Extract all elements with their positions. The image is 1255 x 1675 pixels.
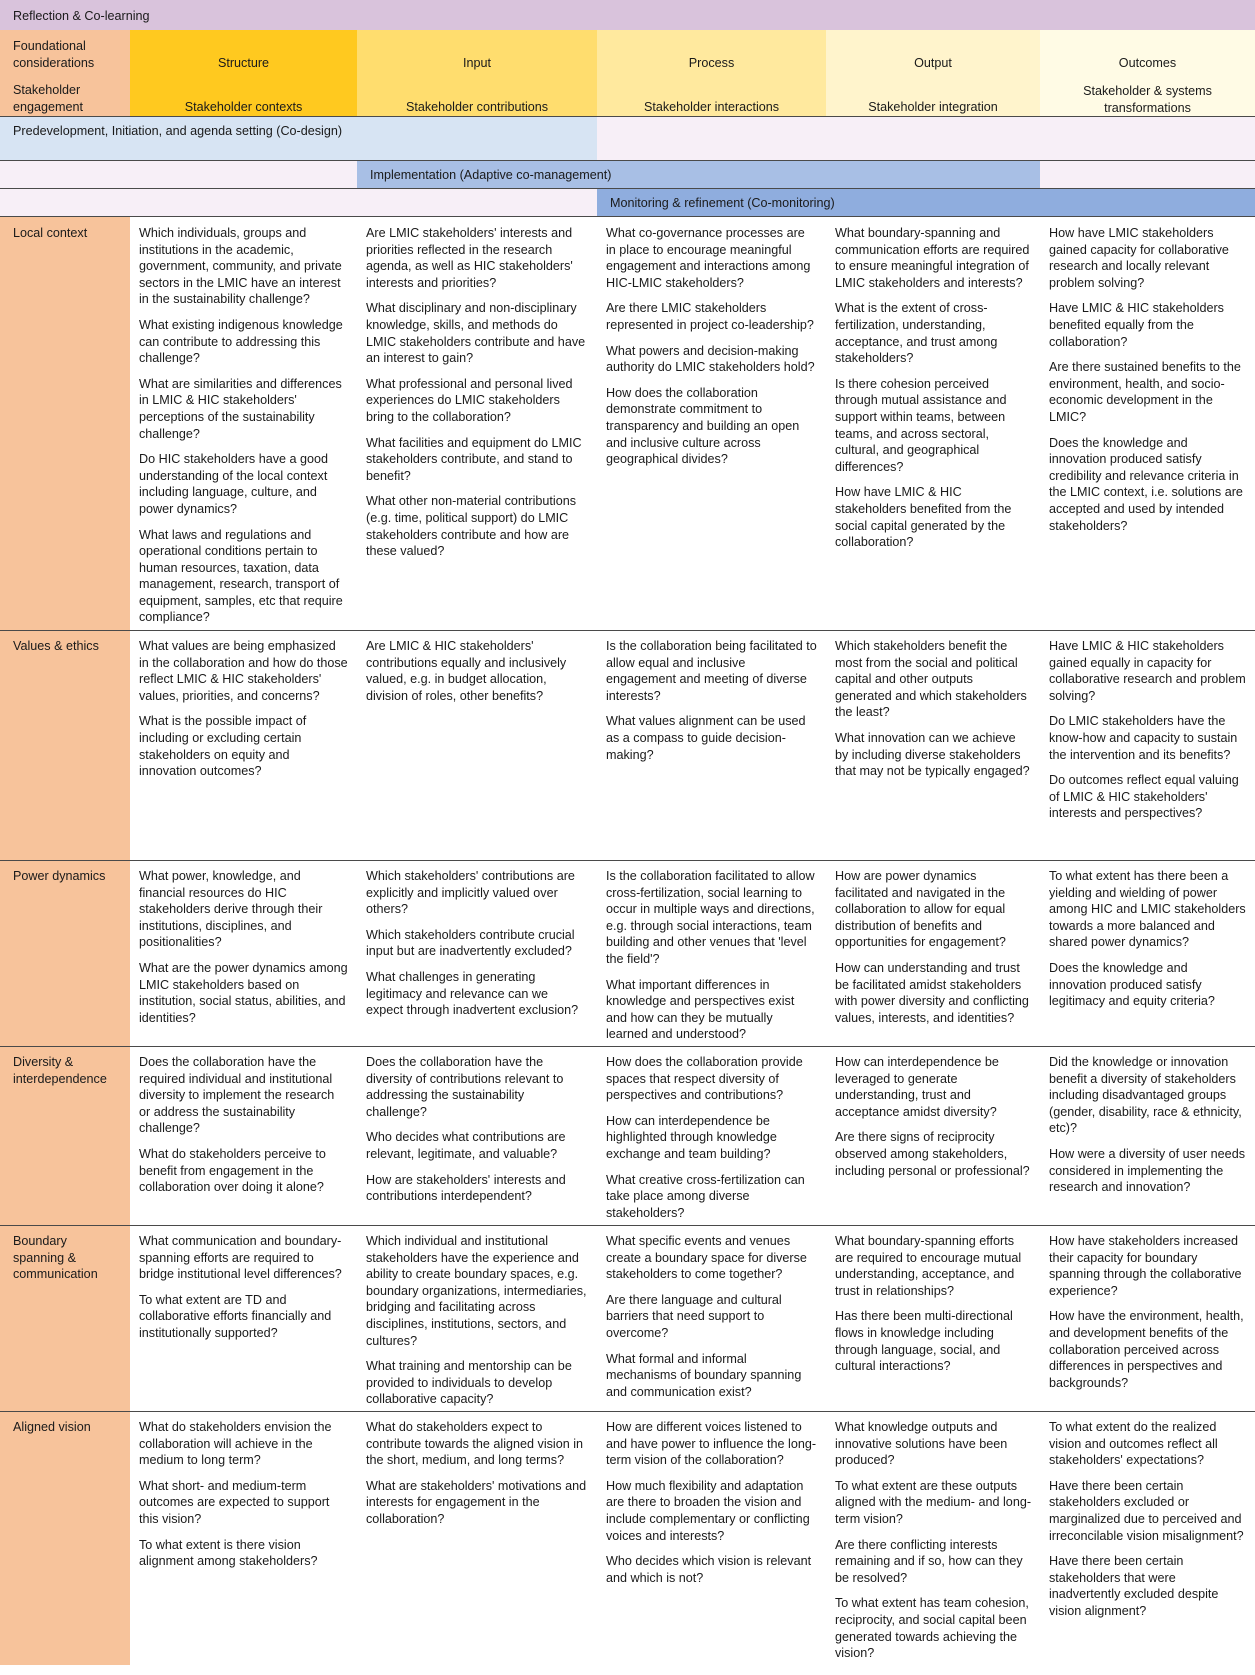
header-output-focus: Stakeholder integration — [868, 100, 998, 114]
question: Does the knowledge and innovation produced satisfy credibility and relevance criteria in the LMIC context, i.e. solutions are accepted and used by intended stakeholders? — [1049, 435, 1243, 533]
question: Did the knowledge or innovation benefit a diversity of stakeholders including disadvantaged groups (gender, disability, race & ethnicity, etc)? — [1049, 1055, 1242, 1136]
cell-boundary-spanning-and-communication-structure — [130, 1229, 357, 1355]
cell-local-context-process — [597, 221, 826, 481]
row-divider — [0, 630, 1255, 631]
cell-local-context-structure — [130, 221, 357, 639]
cell-diversity-and-interdependence-output — [826, 1050, 1040, 1192]
question: How can interdependence be highlighted through knowledge exchange and team building? — [606, 1113, 777, 1161]
cell-aligned-vision-input — [357, 1415, 597, 1541]
question: How have the environment, health, and development benefits of the collaboration perceived across differences in perspectives and backgrounds? — [1049, 1309, 1244, 1390]
question: What do stakeholders perceive to benefit from engagement in the collaboration over doing it alone? — [139, 1146, 326, 1195]
row-label-values-and-ethics: Values & ethics — [13, 639, 99, 653]
question: How can understanding and trust be facilitated amidst stakeholders with power diversity and conflicting values, interests, and identities? — [835, 960, 1029, 1025]
question: Which individuals, groups and institutions in the academic, government, community, and private sectors in the LMIC have an interest in the sustainability challenge? — [139, 226, 342, 307]
question: To what extent has team cohesion, reciprocity, and social capital been generated towards achieving the vision? — [835, 1596, 1029, 1661]
header-outcomes-focus: Stakeholder & systems transformations — [1083, 84, 1212, 115]
question: Which stakeholders' contributions are explicitly and implicitly valued over others? — [366, 869, 575, 917]
question: Who decides what contributions are relevant, legitimate, and valuable? — [366, 1130, 566, 1161]
divider — [0, 216, 1255, 217]
question: What is the extent of cross-fertilization, understanding, acceptance, and trust among stakeholders? — [835, 301, 998, 366]
question: Have there been certain stakeholders that were inadvertently excluded despite vision alignment? — [1049, 1554, 1219, 1618]
question: What existing indigenous knowledge can contribute to addressing this challenge? — [139, 317, 343, 366]
cell-diversity-and-interdependence-structure — [130, 1050, 357, 1209]
cell-values-and-ethics-input — [357, 634, 597, 717]
question: What do stakeholders expect to contribute towards the aligned vision in the short, medium, and long terms? — [366, 1420, 584, 1468]
cell-values-and-ethics-structure — [130, 634, 357, 793]
question: What are stakeholders' motivations and interests for engagement in the collaboration? — [366, 1478, 587, 1526]
banner-label: Reflection & Co-learning — [13, 9, 150, 23]
cell-aligned-vision-structure — [130, 1415, 357, 1583]
question: What co-governance processes are in place to encourage meaningful engagement and interactions among HIC-LMIC stakeholders? — [606, 226, 811, 290]
question: To what extent do the realized vision and outcomes reflect all stakeholders' expectations? — [1049, 1420, 1218, 1468]
row-label-power-dynamics: Power dynamics — [13, 869, 106, 883]
question: What do stakeholders envision the collaboration will achieve in the medium to long term? — [139, 1420, 332, 1468]
question: What specific events and venues create a boundary space for diverse stakeholders to come together? — [606, 1234, 807, 1282]
cell-power-dynamics-outcomes — [1040, 864, 1255, 1023]
question: What power, knowledge, and financial resources do HIC stakeholders derive through their institutions, disciplines, and positionalities? — [139, 869, 323, 950]
question: Does the collaboration have the required individual and institutional diversity to implement the research or address the sustainability challenge? — [139, 1055, 335, 1136]
cell-boundary-spanning-and-communication-process — [597, 1229, 826, 1413]
question: How have LMIC & HIC stakeholders benefited from the social capital generated by the collaboration? — [835, 485, 1012, 550]
question: What laws and regulations and operational conditions pertain to human resources, taxation, data management, research, transport of equipment, samples, etc that require compliance? — [139, 527, 343, 625]
question: Is there cohesion perceived through mutual assistance and support within teams, between teams, and across sectoral, cultural, and geographical differences? — [835, 376, 1007, 474]
question: Are there language and cultural barriers that need support to overcome? — [606, 1292, 782, 1340]
question: What are the power dynamics among LMIC stakeholders based on institution, social status, abilities, and identities? — [139, 960, 348, 1025]
header-structure-phase: Structure — [217, 56, 270, 70]
question: Is the collaboration facilitated to allow cross-fertilization, social learning to occur in multiple ways and directions, e.g. through social interactions, team building and other venues that 'level the field'? — [606, 869, 815, 966]
cell-diversity-and-interdependence-input — [357, 1050, 597, 1218]
question: How have LMIC stakeholders gained capacity for collaborative research and locally relevant problem solving? — [1049, 226, 1229, 290]
question: What short- and medium-term outcomes are expected to support this vision? — [139, 1478, 330, 1526]
question: Do HIC stakeholders have a good understanding of the local context including language, culture, and power dynamics? — [139, 452, 329, 516]
question: To what extent are these outputs aligned with the medium- and long-term vision? — [835, 1478, 1032, 1526]
cell-boundary-spanning-and-communication-output — [826, 1229, 1040, 1388]
question: Do outcomes reflect equal valuing of LMIC & HIC stakeholders' interests and perspectives? — [1049, 773, 1239, 821]
banner-reflection-co-learning — [0, 0, 1255, 30]
question: What communication and boundary-spanning efforts are required to bridge institutional level differences? — [139, 1234, 342, 1282]
question: To what extent are TD and collaborative efforts financially and institutionally supported? — [139, 1292, 332, 1340]
question: How were a diversity of user needs considered in implementing the research and innovation? — [1049, 1146, 1245, 1195]
question: What training and mentorship can be provided to individuals to develop collaborative capacity? — [366, 1359, 572, 1407]
header-structure-focus: Stakeholder contexts — [184, 100, 303, 114]
question: How are power dynamics facilitated and navigated in the collaboration to allow for equal distribution of benefits and opportunities for engagement? — [835, 869, 1006, 950]
cell-power-dynamics-input — [357, 864, 597, 1032]
question: What values are being emphasized in the collaboration and how do those reflect LMIC & HIC stakeholders' values, priorities, and concerns? — [139, 639, 348, 703]
question: What disciplinary and non-disciplinary knowledge, skills, and methods do LMIC stakeholders contribute and have an interest to gain? — [366, 301, 586, 366]
question: Does the knowledge and innovation produced satisfy legitimacy and equity criteria? — [1049, 960, 1215, 1009]
question: Who decides which vision is relevant and which is not? — [606, 1554, 812, 1585]
question: What important differences in knowledge and perspectives exist and how can they be mutually learned and understood? — [606, 977, 795, 1042]
header-process-focus: Stakeholder interactions — [643, 100, 780, 114]
question: To what extent is there vision alignment among stakeholders? — [139, 1537, 318, 1569]
cell-aligned-vision-outcomes — [1040, 1415, 1255, 1633]
question: What are similarities and differences in LMIC & HIC stakeholders' perceptions of the sustainability challenge? — [139, 376, 342, 441]
row-label-local-context: Local context — [13, 226, 88, 240]
row-label-aligned-vision: Aligned vision — [13, 1420, 91, 1434]
question: Do LMIC stakeholders have the know-how and capacity to sustain the intervention and its benefits? — [1049, 714, 1238, 762]
question: Have there been certain stakeholders excluded or marginalized due to perceived and irreconcilable vision misalignment? — [1049, 1478, 1244, 1543]
cell-local-context-output — [826, 221, 1040, 564]
question: Have LMIC & HIC stakeholders benefited equally from the collaboration? — [1049, 301, 1224, 349]
question: Which stakeholders contribute crucial input but are inadvertently excluded? — [366, 927, 575, 959]
header-outcomes-phase: Outcomes — [1118, 56, 1177, 70]
stakeholder-engagement-label: Stakeholder engagement — [13, 83, 84, 114]
cell-values-and-ethics-outcomes — [1040, 634, 1255, 835]
header-input-focus: Stakeholder contributions — [405, 100, 549, 114]
row-divider — [0, 860, 1255, 861]
question: Has there been multi-directional flows in knowledge including through language, social, and cultural interactions? — [835, 1309, 1013, 1374]
question: Are LMIC & HIC stakeholders' contributions equally and inclusively valued, e.g. in budget allocation, division of roles, other benefits? — [366, 639, 567, 703]
foundational-considerations-label: Foundational considerations — [13, 39, 95, 70]
cell-values-and-ethics-output — [826, 634, 1040, 793]
question: What innovation can we achieve by including diverse stakeholders that may not be typically engaged? — [835, 730, 1030, 779]
question: How can interdependence be leveraged to generate understanding, trust and acceptance amidst diversity? — [835, 1055, 999, 1119]
cell-power-dynamics-structure — [130, 864, 357, 1039]
question: Are there LMIC stakeholders represented in project co-leadership? — [606, 301, 814, 332]
question: How are stakeholders' interests and contributions interdependent? — [366, 1172, 566, 1204]
row-label-diversity-and-interdependence: Diversity & interdependence — [13, 1055, 107, 1086]
cell-power-dynamics-process — [597, 864, 826, 1056]
question: How much flexibility and adaptation are there to broaden the vision and include complementary or conflicting voices and interests? — [606, 1478, 810, 1543]
cell-local-context-outcomes — [1040, 221, 1255, 547]
question: What boundary-spanning efforts are required to encourage mutual understanding, acceptance, and trust in relationships? — [835, 1234, 1022, 1298]
header-process-phase: Process — [688, 56, 735, 70]
cell-diversity-and-interdependence-process — [597, 1050, 826, 1234]
question: How does the collaboration provide spaces that respect diversity of perspectives and contributions? — [606, 1055, 803, 1103]
header-output-phase: Output — [914, 56, 952, 70]
question: What powers and decision-making authority do LMIC stakeholders hold? — [606, 343, 815, 375]
stage-codesign: Predevelopment, Initiation, and agenda setting (Co-design) — [0, 117, 597, 160]
question: Are there conflicting interests remaining and if so, how can they be resolved? — [835, 1537, 1023, 1585]
row-divider — [0, 1411, 1255, 1412]
question: Are there sustained benefits to the environment, health, and socio-economic development in the LMIC? — [1049, 360, 1241, 424]
question: Are there signs of reciprocity observed among stakeholders, including personal or professional? — [835, 1130, 1030, 1178]
question: Have LMIC & HIC stakeholders gained equally in capacity for collaborative research and problem solving? — [1049, 639, 1246, 703]
question: What boundary-spanning and communication efforts are required to ensure meaningful integration of LMIC stakeholders and interests? — [835, 226, 1030, 290]
stage-comonitoring: Monitoring & refinement (Co-monitoring) — [597, 189, 1255, 216]
question: What creative cross-fertilization can take place among diverse stakeholders? — [606, 1172, 805, 1220]
question: What challenges in generating legitimacy and relevance can we expect through inadvertent exclusion? — [366, 969, 579, 1018]
cell-diversity-and-interdependence-outcomes — [1040, 1050, 1255, 1209]
question: How have stakeholders increased their capacity for boundary spanning through the collaborative experience? — [1049, 1234, 1242, 1298]
header-input-phase: Input — [462, 56, 491, 70]
cell-local-context-input — [357, 221, 597, 573]
row-divider — [0, 1225, 1255, 1226]
question: Is the collaboration being facilitated to allow equal and inclusive engagement and meeting of diverse interests? — [606, 639, 817, 703]
stage-comanagement: Implementation (Adaptive co-management) — [357, 161, 1040, 188]
question: Which individual and institutional stakeholders have the experience and ability to create boundary spaces, e.g. boundary organizations, intermediaries, bridging and facilitating across disciplines, institutions, sectors, and cultures? — [366, 1234, 587, 1348]
question: What knowledge outputs and innovative solutions have been produced? — [835, 1420, 1008, 1468]
question: How does the collaboration demonstrate commitment to transparency and building an open and inclusive culture across geographical divides? — [606, 385, 800, 467]
question: What facilities and equipment do LMIC stakeholders contribute, and stand to benefit? — [366, 435, 582, 483]
cell-boundary-spanning-and-communication-outcomes — [1040, 1229, 1255, 1404]
question: Are LMIC stakeholders' interests and priorities reflected in the research agenda, as well as HIC stakeholders' interests and priorities? — [366, 226, 573, 290]
cell-values-and-ethics-process — [597, 634, 826, 776]
row-divider — [0, 1046, 1255, 1047]
question: What values alignment can be used as a compass to guide decision-making? — [606, 714, 806, 762]
question: How are different voices listened to and have power to influence the long-term vision of the collaboration? — [606, 1420, 817, 1468]
question: What formal and informal mechanisms of boundary spanning and communication exist? — [606, 1351, 802, 1399]
cell-power-dynamics-output — [826, 864, 1040, 1039]
question: What is the possible impact of including or excluding certain stakeholders on equity and innovation outcomes? — [139, 714, 307, 779]
cell-aligned-vision-process — [597, 1415, 826, 1599]
question: Which stakeholders benefit the most from the social and political capital and other outputs generated and which stakeholders the least? — [835, 639, 1027, 720]
body-label-column — [0, 217, 130, 1665]
row-label-boundary-spanning-and-communication: Boundary spanning & communication — [13, 1234, 98, 1281]
question: What other non-material contributions (e.g. time, political support) do LMIC stakeholders contribute and how are these valued? — [366, 494, 576, 559]
question: What professional and personal lived experiences do LMIC stakeholders bring to the collaboration? — [366, 376, 573, 424]
cell-boundary-spanning-and-communication-input — [357, 1229, 597, 1421]
cell-aligned-vision-output — [826, 1415, 1040, 1675]
question: To what extent has there been a yielding and wielding of power among HIC and LMIC stakeholders towards a more balanced and shared power dynamics? — [1049, 869, 1246, 950]
question: Does the collaboration have the diversity of contributions relevant to addressing the sustainability challenge? — [366, 1055, 564, 1119]
